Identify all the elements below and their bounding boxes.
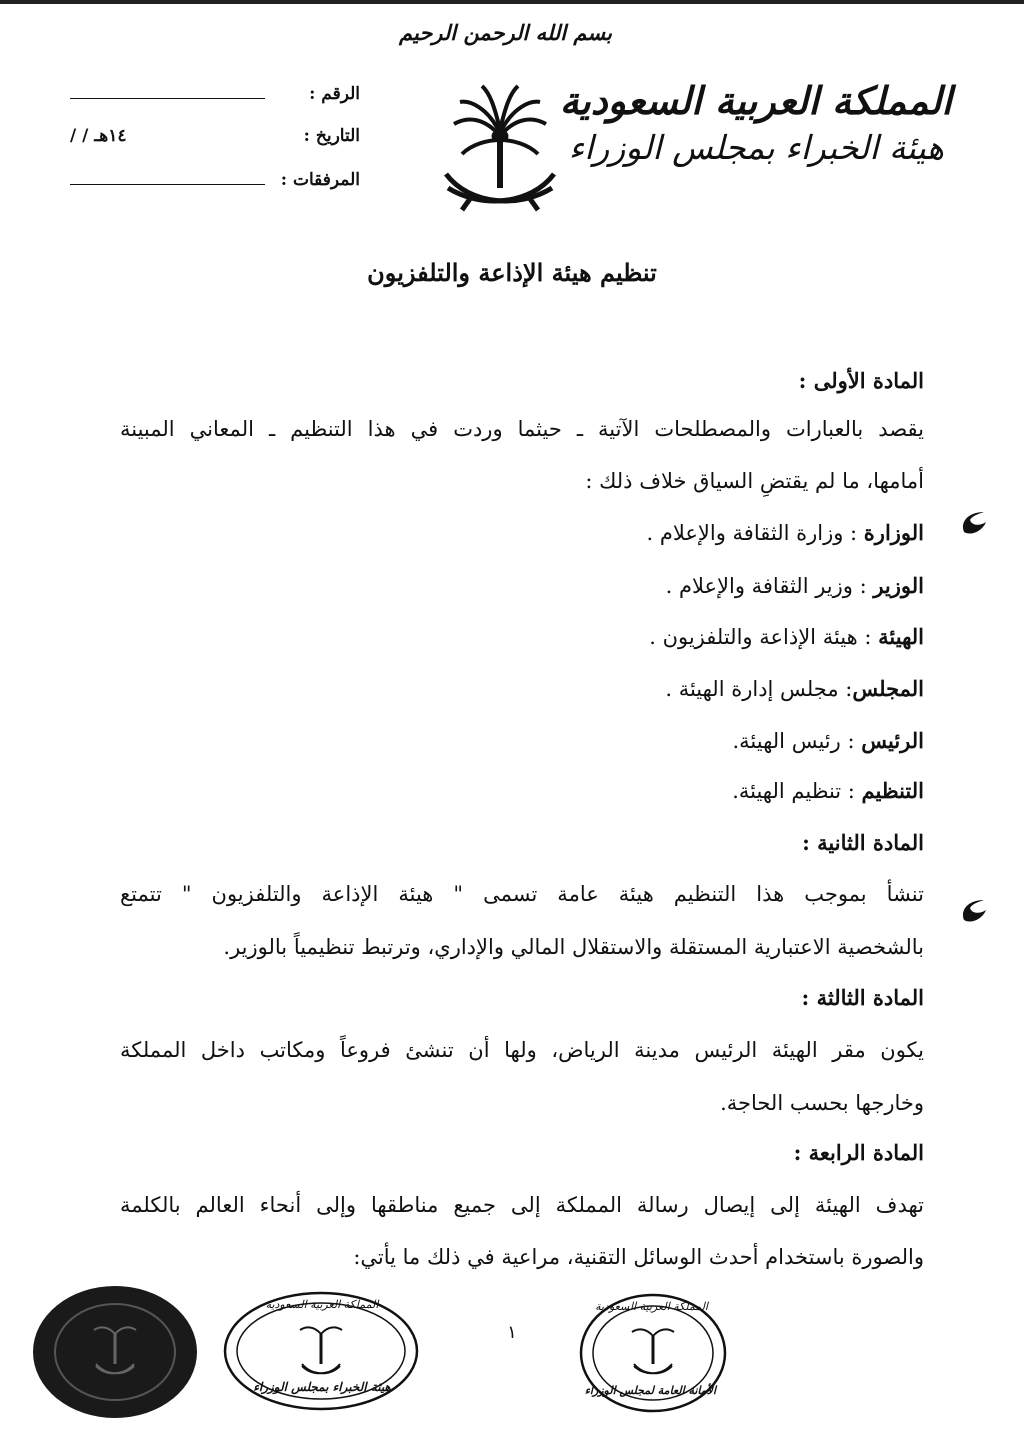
article-3-line-1: يكون مقر الهيئة الرئيس مدينة الرياض، ولها أن تنشئ فروعاً ومكاتب داخل المملكة	[120, 1038, 924, 1062]
punch-hole-icon	[958, 896, 988, 926]
definition-council	[324, 676, 924, 701]
article-4-line-2: والصورة باستخدام أحدث الوسائل التقنية، مراعية في ذلك ما يأتي:	[353, 1245, 924, 1269]
article-3-heading: المادة الثالثة :	[801, 985, 924, 1010]
attachments-line	[70, 184, 265, 185]
article-4-line-1: تهدف الهيئة إلى إيصال رسالة المملكة إلى جميع مناطقها وإلى أنحاء العالم بالكلمة	[120, 1193, 924, 1217]
article-3-line-2: وخارجها بحسب الحاجة.	[720, 1091, 924, 1115]
reference-line	[70, 98, 265, 99]
attachments-label: المرفقات :	[280, 170, 360, 190]
definition-term: الرئيس	[861, 728, 924, 753]
definition-text: : هيئة الإذاعة والتلفزيون .	[649, 625, 879, 649]
date-value: / / ١٤هـ	[70, 126, 127, 146]
basmala: بسم الله الرحمن الرحيم	[399, 20, 612, 45]
document-title: تنظيم هيئة الإذاعة والتلفزيون	[367, 258, 657, 287]
definition-term: المجلس	[852, 676, 924, 701]
article-1-heading: المادة الأولى :	[798, 368, 924, 393]
attachments-row	[60, 166, 360, 200]
middle-stamp-bottom-text: هيئة الخبراء بمجلس الوزراء	[253, 1380, 391, 1394]
definition-text: : مجلس إدارة الهيئة .	[665, 677, 853, 701]
definition-term: الوزارة	[863, 520, 924, 545]
definition-text: : وزارة الثقافة والإعلام .	[646, 521, 864, 545]
reference-row	[60, 80, 360, 114]
definition-ministry	[324, 520, 924, 545]
definition-authority	[324, 624, 924, 649]
date-row	[60, 122, 360, 156]
article-2-line-1: تنشأ بموجب هذا التنظيم هيئة عامة تسمى " هيئة الإذاعة والتلفزيون " تتمتع	[120, 882, 924, 906]
letterhead-authority: هيئة الخبراء بمجلس الوزراء	[568, 128, 944, 167]
page-number: ١	[507, 1322, 517, 1343]
definition-text: : رئيس الهيئة.	[732, 729, 862, 753]
palm-swords-emblem-icon	[440, 78, 560, 223]
definition-regulation	[324, 778, 924, 803]
article-1-line-2: أمامها، ما لم يقتضِ السياق خلاف ذلك :	[585, 469, 924, 493]
dark-seal-stamp	[30, 1282, 200, 1422]
middle-stamp-top-text: المملكة العربية السعودية	[265, 1298, 379, 1311]
definition-minister	[324, 573, 924, 598]
reference-label: الرقم :	[309, 84, 360, 104]
right-stamp-bottom-text: الأمانة العامة لمجلس الوزراء	[584, 1384, 716, 1397]
article-2-heading: المادة الثانية :	[802, 830, 924, 855]
definition-text: : تنظيم الهيئة.	[732, 779, 862, 803]
date-label: التاريخ :	[303, 126, 360, 146]
punch-hole-icon	[958, 508, 988, 538]
definition-text: : وزير الثقافة والإعلام .	[665, 574, 874, 598]
definition-president	[324, 728, 924, 753]
definition-term: الهيئة	[878, 624, 924, 649]
scan-top-edge	[0, 0, 1024, 4]
right-stamp-top-text: المملكة العربية السعودية	[595, 1300, 708, 1313]
article-2-line-2: بالشخصية الاعتبارية المستقلة والاستقلال المالي والإداري، وترتبط تنظيمياً بالوزير.	[223, 935, 924, 959]
article-1-line-1: يقصد بالعبارات والمصطلحات الآتية ـ حيثما وردت في هذا التنظيم ـ المعاني المبينة	[120, 417, 924, 441]
definition-term: التنظيم	[861, 778, 924, 803]
definition-term: الوزير	[873, 573, 924, 598]
article-4-heading: المادة الرابعة :	[793, 1140, 924, 1165]
letterhead-kingdom: المملكة العربية السعودية	[559, 78, 952, 123]
